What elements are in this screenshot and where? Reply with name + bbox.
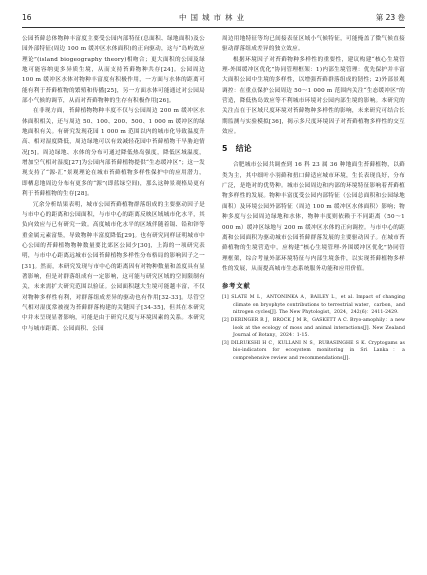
journal-title: 中国城市林业 <box>179 13 248 22</box>
right-column <box>222 34 405 363</box>
section-number: 5 <box>222 144 228 154</box>
conclusion-paragraph: 合肥城市公园共调查到 16 科 23 属 36 种地面生苔藓植物，以藓类为主，其中细叶小羽藓和扭口藓适应城市环境，生长表现良好，分布广泛，是绝对的优势种。城市公园周边和内部的环境特征影响着苔藓植物多样性的发展。物种丰富度受公园内部特征（公园总面积和公园绿地面积）及环境公园外部特征（周边 100 m 缓冲区水体面积）影响；物种多度与公园周边绿地和水体，物种丰度则依赖于不同距离（50～1 000 m）缓冲区绿地与 200 m 缓冲区水体的正向调控。与市中心的距离和公园面积为驱动城市公园苔藓群落发展的主要驱动因子。在城市苔藓植物的生境营造中，应构建“核心生境管理-外围缓冲区优化”协同管理框架，综合考量外部环境特征与内部生境条件，以实现苔藓植物多样性的发展，从而提高城市生态系统服务功能和应用价值。 <box>222 162 405 272</box>
section-heading-conclusion <box>222 143 405 155</box>
reference-list <box>222 294 405 362</box>
references-heading: 参考文献 <box>222 283 251 291</box>
discussion-paragraph-2: 在非现方面，苔藓植物物种丰度不仅与公园周边 200 m 缓冲区水体面积相关，还与周边 50、100、200、500、1 000 m 缓冲区的绿地面积有关。有研究发现花园 1 000 m 范围以内的城市化导致温度升高、相对湿度降低，周边绿地可以有效减轻花园中苔藓植物干旱胁迫情况[5]。周边绿地、水体的分布可通过降低热岛强度，降低区域温度，增加空气相对湿度[27]为公园内部苔藓植物提供“生态缓冲区”；这一发现支持了“源-汇”景观理论在城市苔藓植物多样性保护中的应用潜力，即栖息地周边分布有更多的“源”(即蓝绿空间)，那么这种景观格局更有利于苔藓植物的生存[28]。 <box>22 108 205 198</box>
page-number: 16 <box>22 13 32 22</box>
reference-item: [1] SLATE M L，ANTONINKA A，BAILEY L，et al. Impact of changing climate on bryophyte contributions to terrestrial water，carbon，and nitrogen cycles[J]. The New Phytologist，2024，242(6)：2411-2429. <box>222 295 405 316</box>
header-rule <box>22 27 405 28</box>
discussion-paragraph-1: 公园苔藓总体物种丰富度主要受公园内部特征(总面积、绿地面积)及公园外部特征(周边 100 m 缓冲区水体面积)的正向驱动，这与“岛屿效应理论”(island biogeography theory)相吻合；更大面积的公园及绿地可能容纳更多异质生境，从而支持苔藓物种共存[24]。公园周边 100 m 缓冲区水体对物种丰富度有积极作用，一方面与水体的距离可能有利于苔藓植物的繁殖和传播[25]，另一方面水体可能通过对公园局部小气候的调节，从而对苔藓物种的生存有积极作用[26]。 <box>22 36 205 105</box>
reference-item: [2] DERINGER R J，BROCK J M R，GASKETT A C. Bryo-amophily：a new look at the ecology of moss and animal interactions[J]. New Zealand Journal of Botany，2024：1-15. <box>222 318 405 339</box>
section-title: 结论 <box>235 144 252 154</box>
page-header <box>22 10 405 26</box>
reference-item: [3] DILRUKSHI H C，KULLANI N S，RUBASINGHE S K. Cryptogams as bio-indicators for ecosystem monitoring in Sri Lanka：a comprehensive review and recommendations[J]. <box>222 340 405 361</box>
recommendation-paragraph: 根据环境因子对苔藓物种多样性的重要性，建议构建“核心生境管理-外围缓冲区优化”协同管理框架：1)内部生境管理：优先保护并丰富大面积公园中生境的多样性，以增强苔藓群落组成的韧性；2)外部景观调控：在重点保护公园周边 50～1 000 m 范围内关注“生态缓冲区”的营造，降低热岛效应等不利城市环境对公园内部生境的影响。本研究的关注点在于区域尺度环境对苔藓物种多样性的影响，未来研究可结合长期监测与实验模拟[36]，揭示多尺度环境因子对苔藓植物多样性的交互效应。 <box>222 56 405 136</box>
discussion-paragraph-3: 冗余分析结果表明，城市公园苔藓植物群落组成的主要驱动因子是与市中心的距离和公园面积，与市中心的距离反映区域城市化水平，其负向效应与已有研究一致。高度城市化水平的区域伴随着镉、铅和锌等重金属元素富集，导致物种丰富度降低[29]。也有研究同样证明城市中心公园的苔藓植物物种数量要比郊区公园少[30]，上海的一项研究表明，与市中心距离远城市公园苔藓植物多样性分布格局的影响因子之一[31]。然而，本研究发现与市中心的距离因有对物种数量和盖度具有显著影响，但是对群落组成有一定影响，这可能与研究区域的空间限制有关，未来需扩大研究范围以验证。公园面积越大生境可能越丰富，不仅对物种多样性有利，对群落组成差异的驱动也有作用[32-33]。尽管空气相对湿度常被视为苔藓群落构建的关键因子[34-35]，但其在本研究中并未呈现显著影响，可能是由于研究尺度与环境因素的关系。本研究中与城市距离、公园面积、公园 <box>22 201 205 332</box>
volume-label: 第 23 卷 <box>375 13 405 22</box>
left-column <box>22 34 205 334</box>
discussion-paragraph-4: 周边用地特征等均已间接表征区域小气候特征，可能掩盖了微气候直接驱动群落组成差异的独立效应。 <box>222 36 405 53</box>
